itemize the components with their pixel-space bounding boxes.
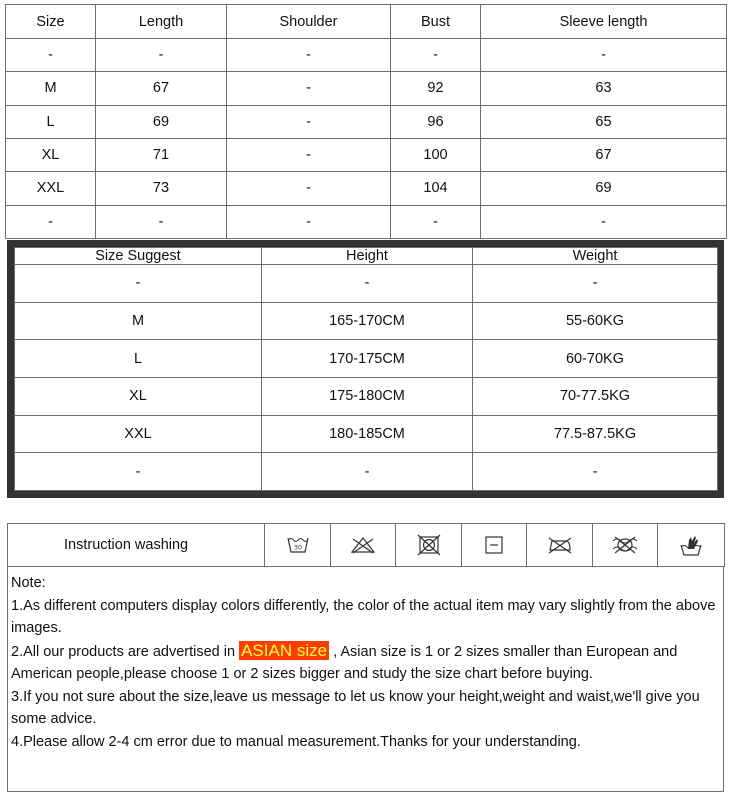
cell-length: 67 [96,72,227,105]
table-row [15,265,718,303]
size-suggest-frame [7,240,724,498]
note-2 [11,640,723,664]
do-not-tumble-dry-icon [396,524,462,567]
cell-size: XL [15,377,262,415]
cell-shoulder: - [227,39,391,72]
table-row [6,172,727,205]
header-sleeve-length: Sleeve length [481,5,727,39]
table-row [6,205,727,238]
cell-size: XXL [15,415,262,453]
header-size-suggest: Size Suggest [15,248,262,265]
cell-length: 69 [96,105,227,138]
cell-sleeve-length: 63 [481,72,727,105]
cell-height: - [262,453,473,491]
size-table-header-row [6,5,727,39]
cell-bust: 96 [391,105,481,138]
header-bust: Bust [391,5,481,39]
cell-height: 170-175CM [262,340,473,378]
note-2-continued: American people,please choose 1 or 2 sizes bigger and study the size chart before buying. [11,666,593,682]
hand-wash-icon [658,524,725,567]
cell-bust: - [391,39,481,72]
cell-size: M [15,302,262,340]
cell-shoulder: - [227,105,391,138]
cell-height: 165-170CM [262,302,473,340]
cell-shoulder: - [227,172,391,205]
cell-weight: - [473,265,718,303]
cell-weight: 55-60KG [473,302,718,340]
table-row [15,415,718,453]
note-2-after: , Asian size is 1 or 2 sizes smaller than European and [329,643,678,660]
table-row [15,377,718,415]
cell-size: XL [6,138,96,171]
cell-shoulder: - [227,205,391,238]
cell-length: 73 [96,172,227,205]
note-2-before: 2.All our products are advertised in [11,643,240,660]
cell-size: XXL [6,172,96,205]
header-shoulder: Shoulder [227,5,391,39]
cell-length: - [96,39,227,72]
header-weight: Weight [473,248,718,265]
header-length: Length [96,5,227,39]
table-row [6,39,727,72]
cell-height: 175-180CM [262,377,473,415]
table-row [15,302,718,340]
cell-bust: 92 [391,72,481,105]
cell-weight: 77.5-87.5KG [473,415,718,453]
dry-flat-icon [462,524,527,567]
cell-length: - [96,205,227,238]
cell-shoulder: - [227,138,391,171]
note-1: 1.As different computers display colors differently, the color of the actual item may vary slightly from the above images. [11,597,716,636]
cell-sleeve-length: 65 [481,105,727,138]
svg-text:30: 30 [293,543,302,552]
note-4: 4.Please allow 2-4 cm error due to manual measurement.Thanks for your understanding. [11,733,581,750]
size-measurement-table [5,4,727,239]
wash-30-icon [265,524,331,567]
cell-shoulder: - [227,72,391,105]
size-suggest-table [14,247,718,491]
cell-weight: 70-77.5KG [473,377,718,415]
washing-instructions [7,523,725,567]
table-row [15,453,718,491]
cell-size: - [6,39,96,72]
cell-weight: 60-70KG [473,340,718,378]
header-size: Size [6,5,96,39]
cell-length: 71 [96,138,227,171]
washing-row [8,524,725,567]
cell-sleeve-length: 67 [481,138,727,171]
cell-size: - [6,205,96,238]
suggest-header-row [15,248,718,265]
cell-size: M [6,72,96,105]
cell-size: L [6,105,96,138]
table-row [6,72,727,105]
cell-sleeve-length: - [481,39,727,72]
cell-size: - [15,453,262,491]
cell-bust: 104 [391,172,481,205]
cell-bust: 100 [391,138,481,171]
cell-height: 180-185CM [262,415,473,453]
cell-sleeve-length: 69 [481,172,727,205]
cell-size: - [15,265,262,303]
do-not-dry-clean-icon [593,524,658,567]
notes-section [7,567,724,792]
note-3: 3.If you not sure about the size,leave us message to let us know your height,weight and waist,we'll give you some advice. [11,688,700,727]
asian-size-highlight: ASIAN size [241,640,328,660]
iron-low-icon [527,524,593,567]
cell-bust: - [391,205,481,238]
cell-height: - [262,265,473,303]
header-height: Height [262,248,473,265]
table-row [15,340,718,378]
cell-weight: - [473,453,718,491]
table-row [6,105,727,138]
do-not-bleach-icon [331,524,396,567]
cell-sleeve-length: - [481,205,727,238]
table-row [6,138,727,171]
notes-title: Note: [11,575,46,591]
washing-label: Instruction washing [8,524,265,567]
cell-size: L [15,340,262,378]
